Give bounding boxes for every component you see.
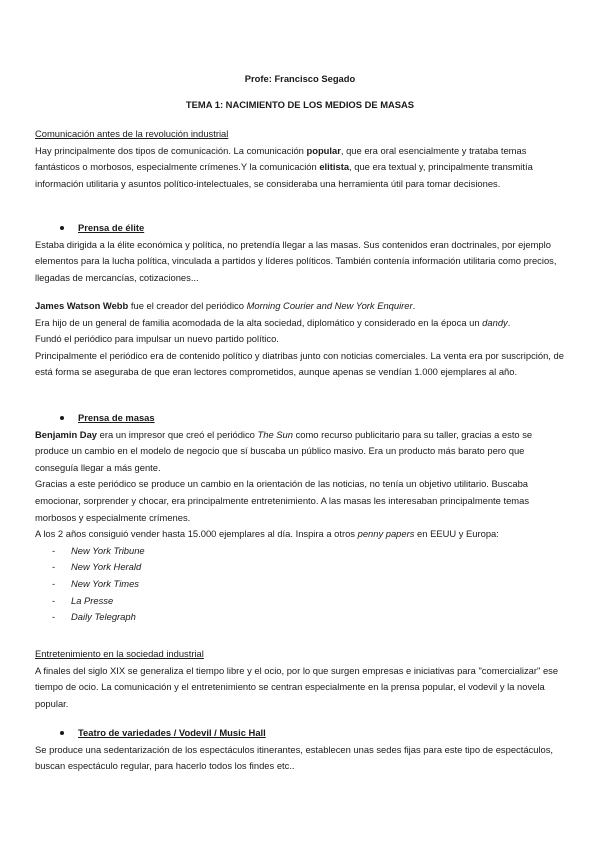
paragraph: Estaba dirigida a la élite económica y política, no pretendía llegar a las masas. Sus contenidos eran doctrinales, por ejemplo elementos para la lucha política, vinculada a partidos y líderes políticos. También contenía información utilitaria como precios, llegadas de mercancías, cotizaciones... <box>35 238 557 283</box>
paragraph: Se produce una sedentarización de los espectáculos itinerantes, establecen unas sedes fijas para este tipo de espectáculos, buscan espectáculo regular, para hacerlo todos los findes etc.. <box>35 743 554 772</box>
penny-papers-list <box>35 543 565 626</box>
bullet-icon <box>60 416 64 420</box>
section-elite-press <box>35 220 565 286</box>
paragraph: Era hijo de un general de familia acomodada de la alta sociedad, diplomático y considerado en la época un dandy. <box>35 316 511 328</box>
bullet-heading: Prensa de élite <box>35 220 565 237</box>
section-prerevolution <box>35 126 565 192</box>
section-heading: Entretenimiento en la sociedad industrial <box>35 648 204 659</box>
section-mass-press <box>35 410 565 626</box>
list-item: - La Presse <box>52 594 114 606</box>
paragraph: Gracias a este periódico se produce un cambio en la orientación de las noticias, no tenía un objetivo utilitario. Buscaba emocionar, sorprender y chocar, era principalmente entretenimiento. A las masas les interesaban principalmente temas morbosos y especialmente crímenes. <box>35 478 530 523</box>
list-item: - New York Herald <box>52 561 142 573</box>
section-entertainment <box>35 646 565 712</box>
bullet-heading: Teatro de variedades / Vodevil / Music Hall <box>35 725 565 742</box>
list-item: - Daily Telegraph <box>52 611 136 623</box>
paragraph: Benjamin Day era un impresor que creó el periódico The Sun como recurso publicitario para su taller, gracias a esto se produce un cambio en el modelo de negocio que sí buscaba un público masivo. Era un producto más barato pero que conseguía llegar a más gente. <box>35 428 533 473</box>
section-heading: Comunicación antes de la revolución industrial <box>35 128 229 139</box>
bullet-icon <box>60 731 64 735</box>
paragraph: A finales del siglo XIX se generaliza el tiempo libre y el ocio, por lo que surgen empresas e iniciativas para "comercializar" ese tiempo de ocio. La comunicación y el entretenimiento se centran especialmente en la prensa popular, el vodevil y la novela popular. <box>35 664 559 709</box>
paragraph: James Watson Webb fue el creador del periódico Morning Courier and New York Enquirer. <box>35 300 416 311</box>
paragraph: A los 2 años consiguió vender hasta 15.000 ejemplares al día. Inspira a otros penny papers en EEUU y Europa: <box>35 528 499 540</box>
section-variety-theatre <box>35 725 565 775</box>
bullet-heading: Prensa de masas <box>35 410 565 427</box>
webb-block <box>35 298 565 381</box>
author-line: Profe: Francisco Segado <box>244 73 356 84</box>
paragraph: Fundó el periódico para impulsar un nuevo partido político. <box>35 333 279 345</box>
paragraph: Principalmente el periódico era de contenido político y diatribas junto con noticias comerciales. La venta era por suscripción, de está forma se aseguraba de que eran lectores comprometidos, aunque apenas se vendían 1.000 ejemplares al año. <box>35 349 564 378</box>
list-item: - New York Times <box>52 577 139 589</box>
bullet-icon <box>60 226 64 230</box>
paragraph: Hay principalmente dos tipos de comunicación. La comunicación popular, que era oral esencialmente y trataba temas fantásticos o morbosos, especialmente crímenes.Y la comunicación elitista, que era textual y, principalmente transmitía información utilitaria y asuntos político-intelectuales, se consideraba una herramienta útil para tomar decisiones. <box>35 144 533 189</box>
page-title: TEMA 1: NACIMIENTO DE LOS MEDIOS DE MASAS <box>185 99 415 110</box>
list-item: - New York Tribune <box>52 544 145 556</box>
